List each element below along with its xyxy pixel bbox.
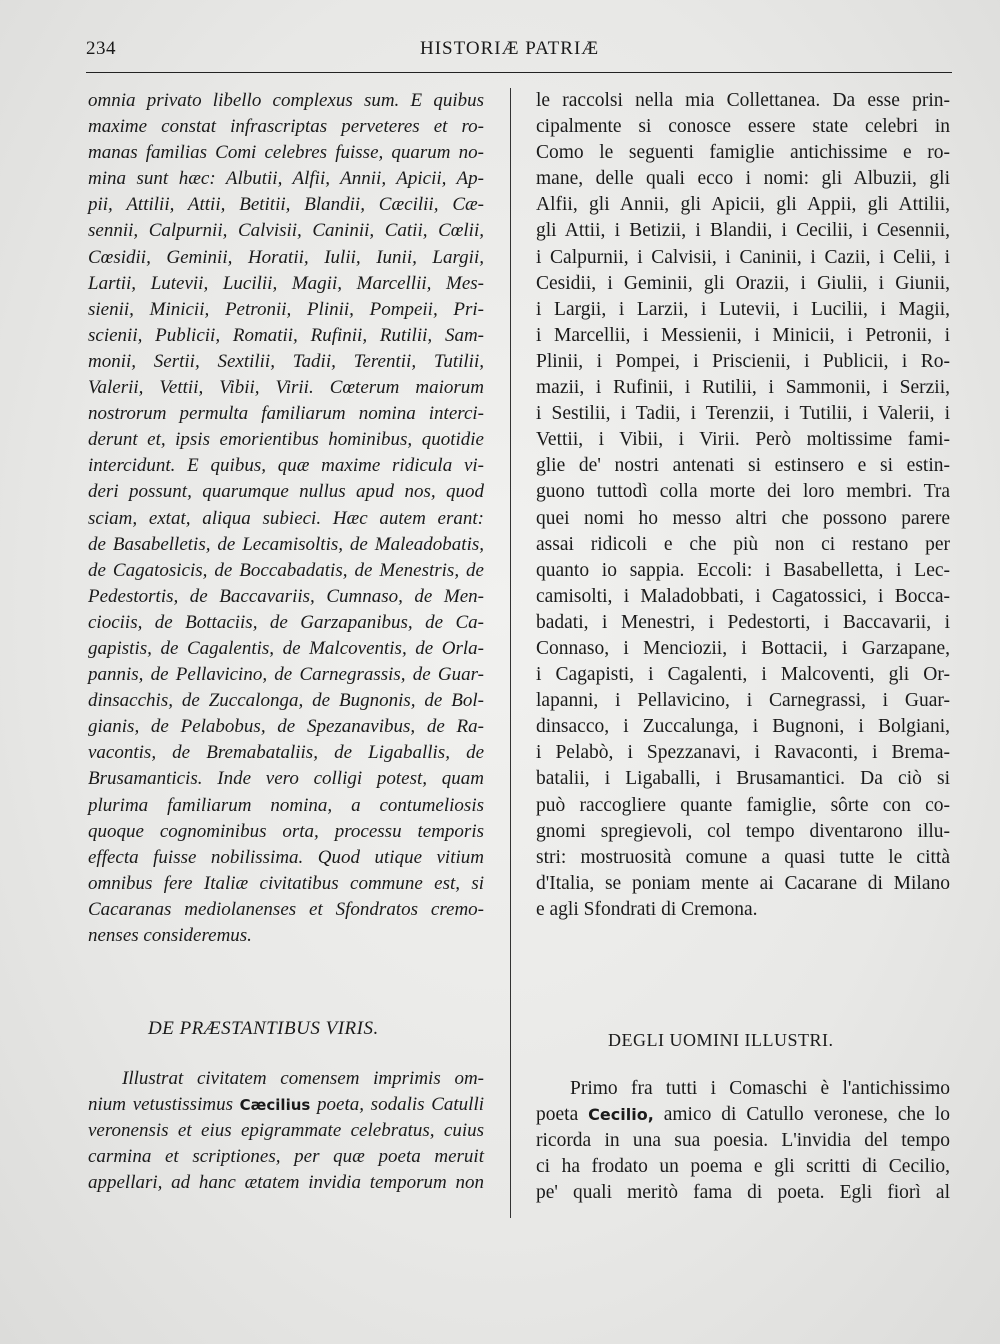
text-line: dinsacco, i Zuccalunga, i Bugnoni, i Bolgiani, — [536, 716, 950, 738]
text-line: quanto io sappia. Eccoli: i Basabelletta, i Lec- — [536, 559, 950, 581]
text-line: può raccogliere quante famiglie, sôrte con co- — [536, 794, 950, 816]
italian-p2-text: amico di Catullo veronese, che lo — [653, 1104, 950, 1126]
poet-name-latin: Cæcilius — [239, 1096, 311, 1115]
latin-paragraph-2 — [88, 1066, 484, 1196]
page-number: 234 — [86, 38, 116, 59]
latin-p2-line — [88, 1092, 484, 1118]
text-line: manas familias Comi celebres fuisse, quarum no- — [88, 142, 484, 164]
text-line: quoque cognominibus orta, processu temporis — [88, 820, 484, 842]
text-line: sennii, Calpurnii, Calvisii, Caninii, Catii, Cœlii, — [88, 220, 484, 242]
italian-paragraph-1 — [536, 88, 950, 923]
text-line: sciam, extat, aliqua subieci. Hæc autem erant: — [88, 507, 484, 529]
text-line: de Cagatosicis, de Boccabadatis, de Menestris, de — [88, 559, 484, 581]
text-line: Cœsidii, Geminii, Horatii, Iulii, Iunii, Largii, — [88, 246, 484, 268]
text-line: camisolti, i Maladobbati, i Cagatossici, i Bocca- — [536, 585, 950, 607]
text-line: batalii, i Ligaballi, i Brusamantici. Da ciò si — [536, 768, 950, 790]
text-line: maxime constat infrascriptas perveteres et ro- — [88, 116, 484, 138]
text-line: stri: mostruosità comune a quasi tutte le città — [536, 846, 950, 868]
latin-p2-rest — [88, 1118, 484, 1196]
latin-p2-line: Illustrat civitatem comensem imprimis om- — [122, 1068, 484, 1089]
text-line: d'Italia, se poniam mente ai Cacarane di Milano — [536, 872, 950, 894]
text-line: deri possunt, quarumque nullus apud nos, quod — [88, 481, 484, 503]
text-line: Connaso, i Menciozii, i Bottacii, i Garzapane, — [536, 637, 950, 659]
latin-p2-text: nium vetustissimus — [88, 1094, 240, 1116]
text-line: gli Attii, i Betizii, i Blandii, i Cecilii, i Cesennii, — [536, 220, 950, 242]
text-line: vacontis, de Bremabataliis, de Ligaballis, de — [88, 742, 484, 764]
text-line: gnomi spregievoli, col tempo diventarono illu- — [536, 820, 950, 842]
column-divider — [510, 88, 511, 1218]
text-line: gianis, de Pelabobus, de Spezanavibus, de Ra- — [88, 716, 484, 738]
text-line: mina sunt hæc: Albutii, Alfii, Annii, Apicii, Ap- — [88, 168, 484, 190]
text-line: lapanni, i Pellavicino, i Carnegrassi, i Guar- — [536, 690, 950, 712]
text-line: Alfii, gli Annii, gli Apicii, gli Appii, gli Attilii, — [536, 194, 950, 216]
text-line: le raccolsi nella mia Collettanea. Da esse prin- — [536, 90, 950, 111]
text-line: Cacaranas mediolanenses et Sfondratos cremo- — [88, 898, 484, 920]
italian-section-heading: DEGLI UOMINI ILLUSTRI. — [608, 1030, 834, 1050]
text-line: plurima familiarum nomina, a contumeliosis — [88, 794, 484, 816]
text-line: monii, Sertii, Sextilii, Tadii, Terentii, Tutilii, — [88, 350, 484, 372]
text-line: Valerii, Vettii, Vibii, Virii. Cœterum maiorum — [88, 377, 484, 399]
text-line: e agli Sfondrati di Cremona. — [536, 898, 758, 920]
text-line: Lartii, Lutevii, Lucilii, Magii, Marcellii, Mes- — [88, 272, 484, 294]
text-line: i Largii, i Larzii, i Lutevii, i Lucilii, i Magii, — [536, 298, 950, 320]
text-line: badati, i Menestri, i Pedestorti, i Baccavarii, i — [536, 611, 950, 633]
italian-p2-line — [536, 1102, 950, 1128]
text-line: effecta fuisse nobilissima. Quod utique vitium — [88, 846, 484, 868]
text-line: omnibus fere Italiæ civitatibus commune est, si — [88, 872, 484, 894]
text-line: i Marcellii, i Messienii, i Minicii, i Petronii, i — [536, 324, 950, 346]
text-line: veronensis et eius epigrammate celebratus, cuius — [88, 1120, 484, 1142]
text-line: nostrorum permulta familiarum nomina interci- — [88, 403, 484, 425]
text-line: cipalmente si conosce essere state celebri in — [536, 116, 950, 138]
italian-p2-line: Primo fra tutti i Comaschi è l'antichissimo — [570, 1078, 950, 1099]
text-line: Pedestortis, de Baccavariis, Cumnaso, de Men- — [88, 585, 484, 607]
text-line: omnia privato libello complexus sum. E quibus — [88, 90, 484, 111]
text-line: Como le seguenti famiglie antichissime e ro- — [536, 142, 950, 164]
text-line: Vettii, i Vibii, i Virii. Però moltissime fami- — [536, 429, 950, 451]
text-line: derunt et, ipsis emorientibus hominibus, quotidie — [88, 429, 484, 451]
text-line: Plinii, i Pompei, i Priscienii, i Publicii, i Ro- — [536, 350, 950, 372]
text-line: appellari, ad hanc ætatem invidia temporum non — [88, 1172, 484, 1194]
text-line: de Basabelletis, de Lecamisoltis, de Maleadobatis, — [88, 533, 484, 555]
text-line: quei nomi ho messo altri che possono parere — [536, 507, 950, 529]
text-line: pe' quali meritò fama di poeta. Egli fiorì al — [536, 1182, 950, 1204]
text-line: scienii, Publicii, Romatii, Rufinii, Rutilii, Sam- — [88, 324, 484, 346]
text-line: mazii, i Rufinii, i Rutilii, i Sammonii, i Serzii, — [536, 377, 950, 399]
text-line: ci ha frodato un poema e gli scritti di Cecilio, — [536, 1156, 950, 1178]
text-line: intercidunt. E quibus, quæ maxime ridicula vi- — [88, 455, 484, 477]
text-line: i Cagapisti, i Cagalenti, i Malcoventi, gli Or- — [536, 664, 950, 686]
italian-paragraph-2 — [536, 1076, 950, 1206]
text-line: cіociis, de Bottaciis, de Garzapanibus, de Ca- — [88, 611, 484, 633]
text-line: ricorda in una sua poesia. L'invidia del tempo — [536, 1130, 950, 1152]
header-rule — [86, 72, 952, 73]
text-line: Brusamanticis. Inde vero colligi potest, quam — [88, 768, 484, 790]
latin-p2-text: poeta, sodalis Catulli — [310, 1094, 484, 1116]
latin-section-heading: DE PRÆSTANTIBUS VIRIS. — [148, 1018, 379, 1039]
text-line: i Calpurnii, i Calvisii, i Caninii, i Cazii, i Celii, i — [536, 246, 950, 268]
text-line: pii, Attilii, Attii, Betitii, Blandii, Cæcilii, Cæ- — [88, 194, 484, 216]
text-line: Cesidii, i Geminii, gli Orazii, i Giulii, i Giunii, — [536, 272, 950, 294]
text-line: gapistis, de Cagalentis, de Malcoventis, de Orla- — [88, 637, 484, 659]
text-line: mane, delle quali ecco i nomi: gli Albuzii, gli — [536, 168, 950, 190]
italian-p2-rest — [536, 1128, 950, 1206]
text-line: glie de' nostri antenati si estinsero e si estin- — [536, 455, 950, 477]
text-line: pannis, de Pellavicino, de Carnegrassis, de Guar- — [88, 664, 484, 686]
text-line: carmina et scriptiones, per quæ poeta meruit — [88, 1146, 484, 1168]
text-line: guono tuttodì colla morte dei loro membri. Tra — [536, 481, 950, 503]
text-line: i Pelabò, i Spezzanavi, i Ravaconti, i Brema- — [536, 742, 950, 764]
latin-paragraph-1 — [88, 88, 484, 949]
poet-name-italian: Cecilio, — [588, 1105, 654, 1125]
text-line: assai ridicoli e che più non ci restano per — [536, 533, 950, 555]
text-line: sienii, Minicii, Petronii, Plinii, Pompeii, Pri- — [88, 298, 484, 320]
italian-p2-text: poeta — [536, 1104, 589, 1126]
text-line: nenses consideremus. — [88, 925, 252, 946]
text-line: i Sestilii, i Tadii, i Terenzii, i Tutilii, i Valerii, i — [536, 403, 950, 425]
running-head: HISTORIÆ PATRIÆ — [420, 38, 600, 59]
text-line: dinsacchis, de Zuccalonga, de Bugnonis, de Bol- — [88, 690, 484, 712]
